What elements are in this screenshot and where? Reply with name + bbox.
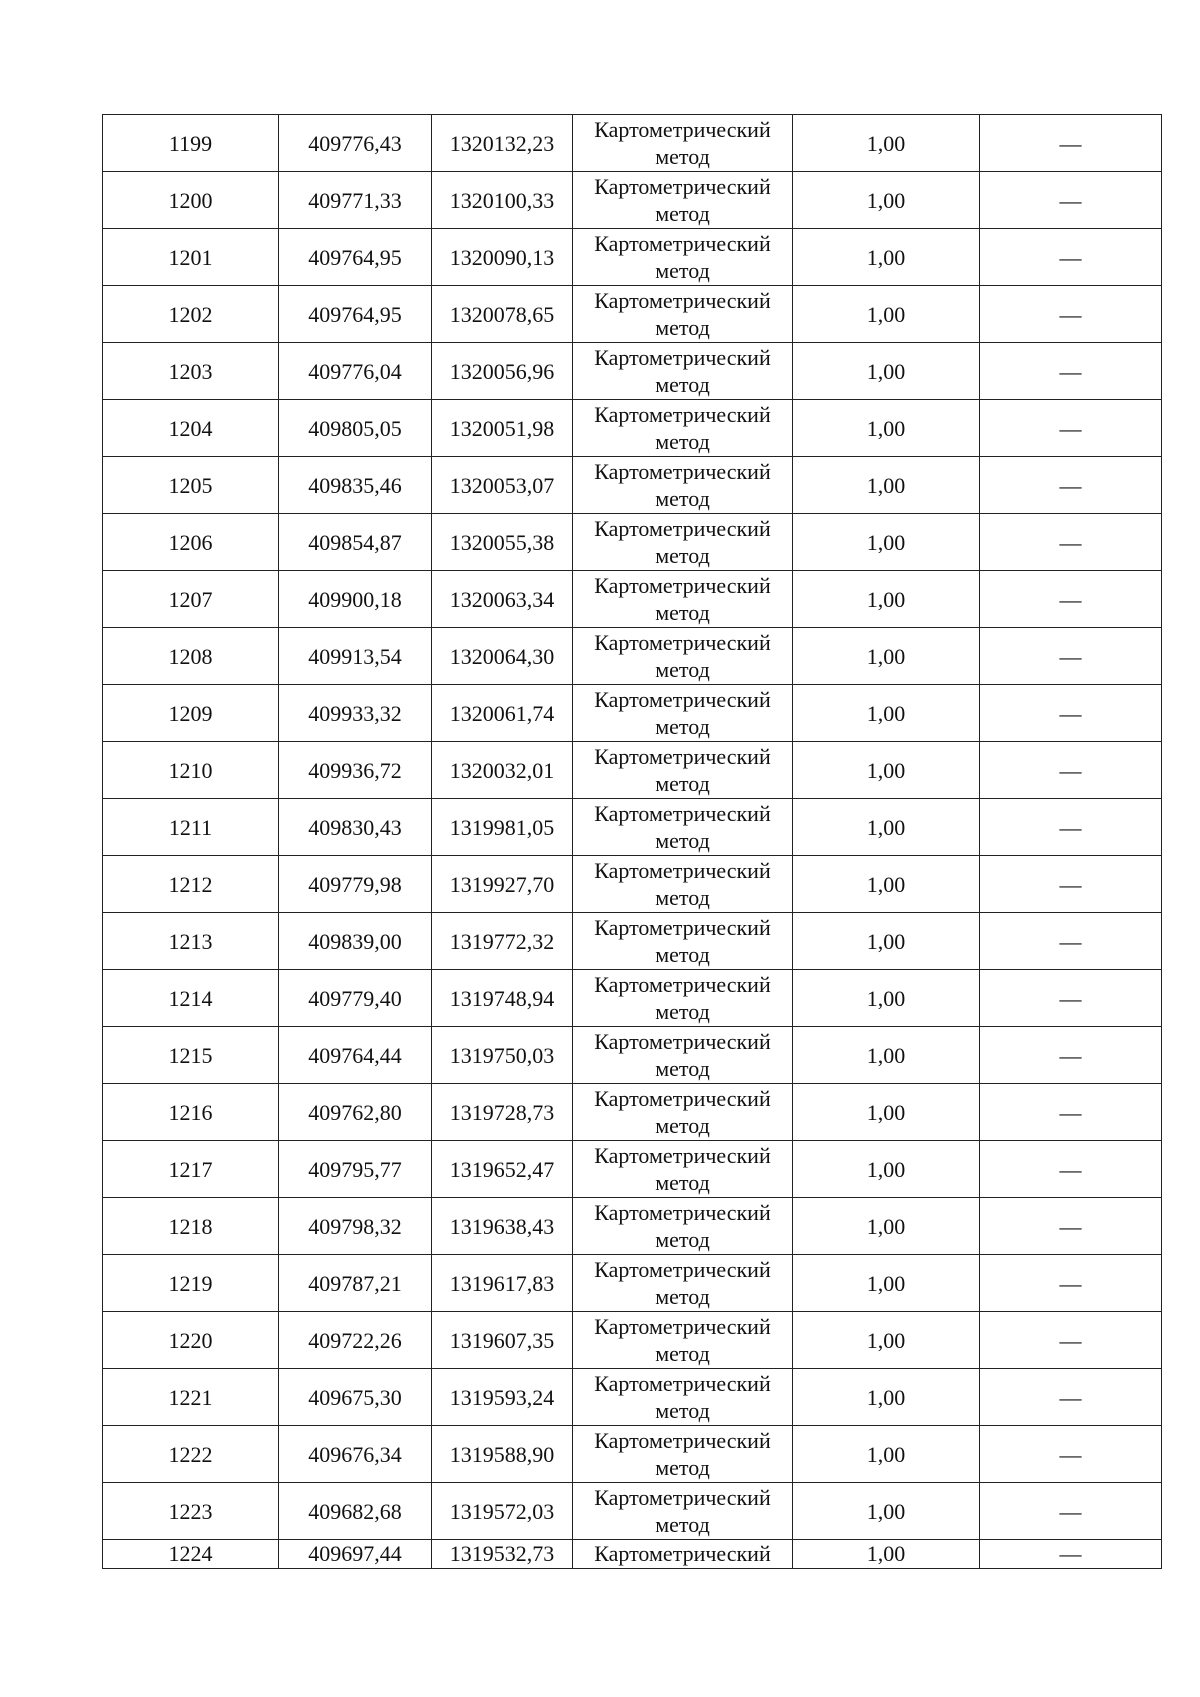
- point-number-cell: 1209: [103, 685, 279, 742]
- table-row: [103, 1084, 1162, 1141]
- x-coordinate-cell: 409835,46: [279, 457, 432, 514]
- accuracy-cell: 1,00: [793, 685, 980, 742]
- y-coordinate-cell: 1319638,43: [432, 1198, 573, 1255]
- point-number-cell: 1212: [103, 856, 279, 913]
- table-row: [103, 1426, 1162, 1483]
- x-coordinate-cell: 409776,04: [279, 343, 432, 400]
- y-coordinate-cell: 1320056,96: [432, 343, 573, 400]
- note-cell: —: [980, 913, 1162, 970]
- x-coordinate-cell: 409936,72: [279, 742, 432, 799]
- accuracy-cell: 1,00: [793, 628, 980, 685]
- note-cell: —: [980, 115, 1162, 172]
- table-row: [103, 970, 1162, 1027]
- x-coordinate-cell: 409900,18: [279, 571, 432, 628]
- method-cell: [573, 1255, 793, 1312]
- x-coordinate-cell: 409764,95: [279, 229, 432, 286]
- note-cell: —: [980, 457, 1162, 514]
- y-coordinate-cell: 1320100,33: [432, 172, 573, 229]
- point-number-cell: 1219: [103, 1255, 279, 1312]
- method-cell: [573, 343, 793, 400]
- accuracy-cell: 1,00: [793, 1312, 980, 1369]
- method-line1: Картометрический: [594, 1200, 771, 1225]
- method-cell: [573, 913, 793, 970]
- method-line1: Картометрический: [594, 402, 771, 427]
- accuracy-cell: 1,00: [793, 400, 980, 457]
- point-number-cell: 1214: [103, 970, 279, 1027]
- x-coordinate-cell: 409839,00: [279, 913, 432, 970]
- x-coordinate-cell: 409676,34: [279, 1426, 432, 1483]
- method-line1: Картометрический: [594, 117, 771, 142]
- table-row: [103, 229, 1162, 286]
- y-coordinate-cell: 1320055,38: [432, 514, 573, 571]
- method-line2: метод: [655, 372, 710, 397]
- method-cell: [573, 1483, 793, 1540]
- method-line2: метод: [655, 1398, 710, 1423]
- method-line1: Картометрический: [594, 915, 771, 940]
- method-cell: [573, 1312, 793, 1369]
- method-line1: Картометрический: [594, 1485, 771, 1510]
- accuracy-cell: 1,00: [793, 571, 980, 628]
- method-line1: Картометрический: [594, 288, 771, 313]
- y-coordinate-cell: 1320061,74: [432, 685, 573, 742]
- point-number-cell: 1224: [103, 1540, 279, 1569]
- accuracy-cell: 1,00: [793, 457, 980, 514]
- note-cell: —: [980, 685, 1162, 742]
- method-line1: Картометрический: [594, 231, 771, 256]
- accuracy-cell: 1,00: [793, 1198, 980, 1255]
- table-row: [103, 856, 1162, 913]
- note-cell: —: [980, 571, 1162, 628]
- y-coordinate-cell: 1319532,73: [432, 1540, 573, 1569]
- method-cell: [573, 1084, 793, 1141]
- y-coordinate-cell: 1320090,13: [432, 229, 573, 286]
- x-coordinate-cell: 409854,87: [279, 514, 432, 571]
- accuracy-cell: 1,00: [793, 1141, 980, 1198]
- point-number-cell: 1223: [103, 1483, 279, 1540]
- table-row: [103, 1312, 1162, 1369]
- y-coordinate-cell: 1319981,05: [432, 799, 573, 856]
- method-line1: Картометрический: [594, 744, 771, 769]
- point-number-cell: 1203: [103, 343, 279, 400]
- y-coordinate-cell: 1320053,07: [432, 457, 573, 514]
- point-number-cell: 1217: [103, 1141, 279, 1198]
- method-cell: [573, 571, 793, 628]
- point-number-cell: 1200: [103, 172, 279, 229]
- table-row: [103, 628, 1162, 685]
- method-line1: Картометрический: [594, 1371, 771, 1396]
- x-coordinate-cell: 409795,77: [279, 1141, 432, 1198]
- method-line2: метод: [655, 258, 710, 283]
- y-coordinate-cell: 1319728,73: [432, 1084, 573, 1141]
- note-cell: —: [980, 286, 1162, 343]
- method-line2: метод: [655, 201, 710, 226]
- method-line2: метод: [655, 600, 710, 625]
- accuracy-cell: 1,00: [793, 115, 980, 172]
- method-line2: метод: [655, 1284, 710, 1309]
- y-coordinate-cell: 1319588,90: [432, 1426, 573, 1483]
- note-cell: —: [980, 1540, 1162, 1569]
- table-row: [103, 1369, 1162, 1426]
- method-cell: [573, 1198, 793, 1255]
- method-line2: метод: [655, 999, 710, 1024]
- table-row: [103, 457, 1162, 514]
- method-line2: метод: [655, 714, 710, 739]
- x-coordinate-cell: 409805,05: [279, 400, 432, 457]
- x-coordinate-cell: 409762,80: [279, 1084, 432, 1141]
- y-coordinate-cell: 1320078,65: [432, 286, 573, 343]
- note-cell: —: [980, 229, 1162, 286]
- point-number-cell: 1201: [103, 229, 279, 286]
- method-line2: метод: [655, 1341, 710, 1366]
- y-coordinate-cell: 1319652,47: [432, 1141, 573, 1198]
- table-row: [103, 1483, 1162, 1540]
- x-coordinate-cell: 409697,44: [279, 1540, 432, 1569]
- point-number-cell: 1204: [103, 400, 279, 457]
- method-cell: [573, 1426, 793, 1483]
- note-cell: —: [980, 742, 1162, 799]
- accuracy-cell: 1,00: [793, 856, 980, 913]
- y-coordinate-cell: 1319748,94: [432, 970, 573, 1027]
- accuracy-cell: 1,00: [793, 1369, 980, 1426]
- method-line1: Картометрический: [594, 573, 771, 598]
- method-line1: Картометрический: [594, 1257, 771, 1282]
- accuracy-cell: 1,00: [793, 742, 980, 799]
- accuracy-cell: 1,00: [793, 913, 980, 970]
- y-coordinate-cell: 1319572,03: [432, 1483, 573, 1540]
- coordinates-table-body: [103, 115, 1162, 1569]
- table-row: [103, 343, 1162, 400]
- method-line2: метод: [655, 1170, 710, 1195]
- note-cell: —: [980, 400, 1162, 457]
- x-coordinate-cell: 409764,44: [279, 1027, 432, 1084]
- point-number-cell: 1218: [103, 1198, 279, 1255]
- x-coordinate-cell: 409913,54: [279, 628, 432, 685]
- method-cell: [573, 229, 793, 286]
- note-cell: —: [980, 628, 1162, 685]
- x-coordinate-cell: 409682,68: [279, 1483, 432, 1540]
- y-coordinate-cell: 1320032,01: [432, 742, 573, 799]
- table-row: [103, 400, 1162, 457]
- table-row: [103, 1198, 1162, 1255]
- accuracy-cell: 1,00: [793, 799, 980, 856]
- point-number-cell: 1199: [103, 115, 279, 172]
- x-coordinate-cell: 409764,95: [279, 286, 432, 343]
- accuracy-cell: 1,00: [793, 286, 980, 343]
- point-number-cell: 1205: [103, 457, 279, 514]
- point-number-cell: 1215: [103, 1027, 279, 1084]
- method-line2: метод: [655, 543, 710, 568]
- method-line1: Картометрический: [594, 1541, 771, 1566]
- accuracy-cell: 1,00: [793, 172, 980, 229]
- note-cell: —: [980, 799, 1162, 856]
- note-cell: —: [980, 1369, 1162, 1426]
- method-line1: Картометрический: [594, 630, 771, 655]
- accuracy-cell: 1,00: [793, 1483, 980, 1540]
- method-line2: метод: [655, 942, 710, 967]
- note-cell: —: [980, 856, 1162, 913]
- y-coordinate-cell: 1319593,24: [432, 1369, 573, 1426]
- y-coordinate-cell: 1320063,34: [432, 571, 573, 628]
- note-cell: —: [980, 172, 1162, 229]
- method-cell: [573, 1141, 793, 1198]
- x-coordinate-cell: 409675,30: [279, 1369, 432, 1426]
- table-row: [103, 799, 1162, 856]
- note-cell: —: [980, 1483, 1162, 1540]
- note-cell: —: [980, 1312, 1162, 1369]
- method-cell: [573, 457, 793, 514]
- method-cell: [573, 1369, 793, 1426]
- x-coordinate-cell: 409771,33: [279, 172, 432, 229]
- y-coordinate-cell: 1319927,70: [432, 856, 573, 913]
- table-row: [103, 913, 1162, 970]
- point-number-cell: 1208: [103, 628, 279, 685]
- x-coordinate-cell: 409787,21: [279, 1255, 432, 1312]
- note-cell: —: [980, 1084, 1162, 1141]
- point-number-cell: 1213: [103, 913, 279, 970]
- method-line2: метод: [655, 1512, 710, 1537]
- x-coordinate-cell: 409933,32: [279, 685, 432, 742]
- method-line1: Картометрический: [594, 1143, 771, 1168]
- table-row: [103, 286, 1162, 343]
- method-line1: Картометрический: [594, 1314, 771, 1339]
- table-row: [103, 172, 1162, 229]
- accuracy-cell: 1,00: [793, 1027, 980, 1084]
- table-row: [103, 1540, 1162, 1569]
- method-line1: Картометрический: [594, 174, 771, 199]
- method-line1: Картометрический: [594, 459, 771, 484]
- table-row: [103, 1255, 1162, 1312]
- method-cell: [573, 172, 793, 229]
- x-coordinate-cell: 409830,43: [279, 799, 432, 856]
- coordinates-table: [102, 114, 1162, 1569]
- method-line2: метод: [655, 486, 710, 511]
- method-cell: [573, 1027, 793, 1084]
- accuracy-cell: 1,00: [793, 1540, 980, 1569]
- method-line1: Картометрический: [594, 801, 771, 826]
- method-line2: метод: [655, 828, 710, 853]
- point-number-cell: 1216: [103, 1084, 279, 1141]
- method-line1: Картометрический: [594, 345, 771, 370]
- method-cell: [573, 115, 793, 172]
- method-cell: [573, 970, 793, 1027]
- method-cell: [573, 742, 793, 799]
- y-coordinate-cell: 1319607,35: [432, 1312, 573, 1369]
- method-cell: [573, 685, 793, 742]
- y-coordinate-cell: 1320051,98: [432, 400, 573, 457]
- note-cell: —: [980, 1141, 1162, 1198]
- method-line2: метод: [655, 657, 710, 682]
- method-line2: метод: [655, 1056, 710, 1081]
- y-coordinate-cell: 1320132,23: [432, 115, 573, 172]
- x-coordinate-cell: 409779,40: [279, 970, 432, 1027]
- accuracy-cell: 1,00: [793, 1426, 980, 1483]
- method-line1: Картометрический: [594, 687, 771, 712]
- note-cell: —: [980, 1198, 1162, 1255]
- point-number-cell: 1220: [103, 1312, 279, 1369]
- note-cell: —: [980, 1255, 1162, 1312]
- point-number-cell: 1202: [103, 286, 279, 343]
- method-cell: [573, 286, 793, 343]
- accuracy-cell: 1,00: [793, 343, 980, 400]
- y-coordinate-cell: 1319617,83: [432, 1255, 573, 1312]
- point-number-cell: 1210: [103, 742, 279, 799]
- table-row: [103, 742, 1162, 799]
- method-cell: [573, 856, 793, 913]
- table-row: [103, 1141, 1162, 1198]
- y-coordinate-cell: 1320064,30: [432, 628, 573, 685]
- y-coordinate-cell: 1319750,03: [432, 1027, 573, 1084]
- method-line2: метод: [655, 885, 710, 910]
- note-cell: —: [980, 970, 1162, 1027]
- method-line2: метод: [655, 1455, 710, 1480]
- note-cell: —: [980, 514, 1162, 571]
- method-line1: Картометрический: [594, 1428, 771, 1453]
- method-cell: [573, 400, 793, 457]
- table-row: [103, 514, 1162, 571]
- point-number-cell: 1206: [103, 514, 279, 571]
- table-row: [103, 685, 1162, 742]
- accuracy-cell: 1,00: [793, 970, 980, 1027]
- accuracy-cell: 1,00: [793, 514, 980, 571]
- note-cell: —: [980, 1027, 1162, 1084]
- x-coordinate-cell: 409798,32: [279, 1198, 432, 1255]
- x-coordinate-cell: 409722,26: [279, 1312, 432, 1369]
- method-cell: [573, 628, 793, 685]
- x-coordinate-cell: 409779,98: [279, 856, 432, 913]
- method-line2: метод: [655, 315, 710, 340]
- method-line1: Картометрический: [594, 858, 771, 883]
- table-row: [103, 1027, 1162, 1084]
- method-line1: Картометрический: [594, 972, 771, 997]
- point-number-cell: 1222: [103, 1426, 279, 1483]
- method-line2: метод: [655, 1113, 710, 1138]
- method-cell: [573, 1540, 793, 1569]
- accuracy-cell: 1,00: [793, 229, 980, 286]
- note-cell: —: [980, 343, 1162, 400]
- method-line1: Картометрический: [594, 1029, 771, 1054]
- point-number-cell: 1221: [103, 1369, 279, 1426]
- method-cell: [573, 799, 793, 856]
- table-row: [103, 115, 1162, 172]
- method-line2: метод: [655, 144, 710, 169]
- note-cell: —: [980, 1426, 1162, 1483]
- method-line1: Картометрический: [594, 516, 771, 541]
- method-cell: [573, 514, 793, 571]
- accuracy-cell: 1,00: [793, 1084, 980, 1141]
- method-line2: метод: [655, 1227, 710, 1252]
- method-line2: метод: [655, 771, 710, 796]
- accuracy-cell: 1,00: [793, 1255, 980, 1312]
- method-line2: метод: [655, 429, 710, 454]
- table-row: [103, 571, 1162, 628]
- point-number-cell: 1211: [103, 799, 279, 856]
- y-coordinate-cell: 1319772,32: [432, 913, 573, 970]
- point-number-cell: 1207: [103, 571, 279, 628]
- x-coordinate-cell: 409776,43: [279, 115, 432, 172]
- method-line1: Картометрический: [594, 1086, 771, 1111]
